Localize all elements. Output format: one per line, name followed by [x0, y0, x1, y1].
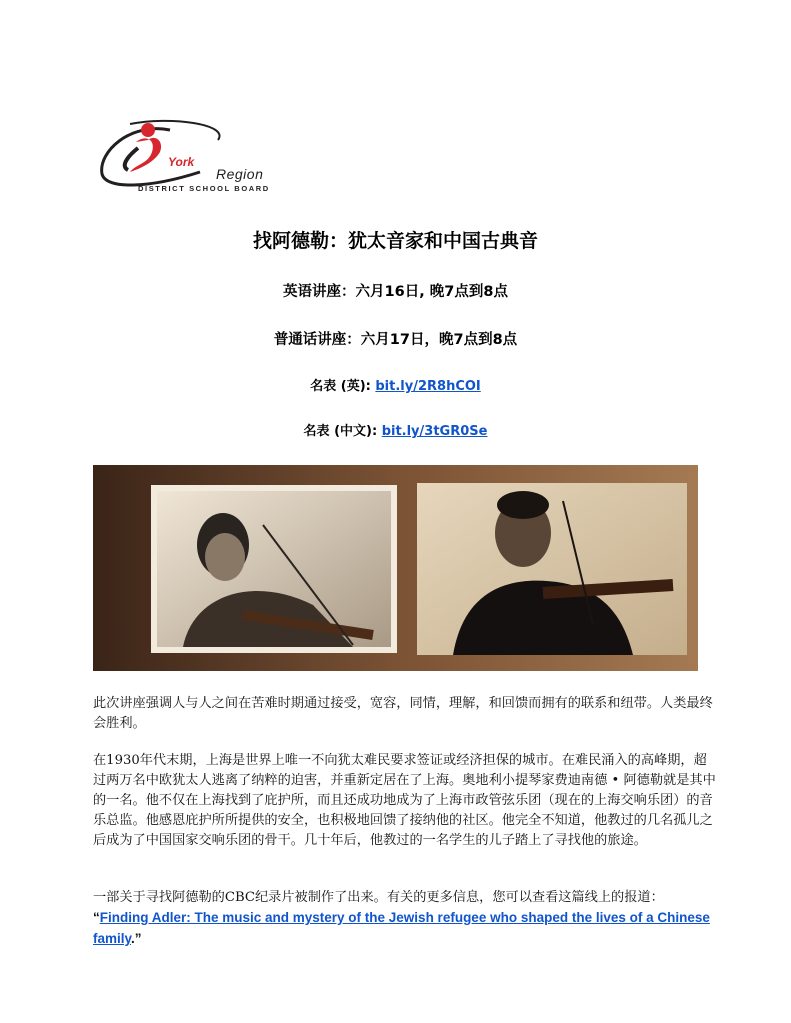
- page-title: 找阿德勒：犹太音家和中国古典音: [252, 230, 538, 252]
- english-registration-link[interactable]: bit.ly/2R8hCOI: [375, 379, 481, 394]
- english-registration: [0, 375, 791, 394]
- logo-york-text: York: [168, 155, 195, 169]
- chinese-registration-link[interactable]: bit.ly/3tGR0Se: [381, 424, 488, 439]
- history-paragraph: 在1930年代末期，上海是世界上唯一不向犹太难民要求签证或经济担保的城市。在难民涌入的高峰期，超过两万名中欧犹太人逃离了纳粹的迫害，并重新定居在了上海。奥地利小提琴家费迪南德 • 阿德勒就是其中的一名。他不仅在上海找到了庇护所，而且还成功地成为了上海市政管弦乐团（现在的上海交响乐团）的音乐总监。他感恩庇护所所提供的安全，也积极地回馈了接纳他的社区。他完全不知道，他教过的几名孤儿之后成为了中国国家交响乐团的骨干。几十年后，他教过的一名学生的儿子踏上了寻找他的旅途。: [93, 753, 716, 848]
- english-registration-label: 名表 (英):: [310, 379, 371, 394]
- quote-open: “: [93, 910, 100, 925]
- documentary-paragraph: [93, 888, 718, 950]
- article-link[interactable]: Finding Adler: The music and mystery of the Jewish refugee who shaped the lives of a Chinese family: [93, 910, 710, 946]
- chinese-registration: [0, 420, 791, 439]
- logo-region-text: Region: [216, 166, 264, 182]
- chinese-registration-label: 名表 (中文):: [303, 424, 378, 439]
- intro-paragraph: 此次讲座强调人与人之间在苦难时期通过接受，宽容，同情，理解，和回馈而拥有的联系和纽带。人类最终会胜利。: [93, 696, 713, 731]
- logo-board-text: DISTRICT SCHOOL BOARD: [138, 184, 270, 193]
- violinists-photo: [93, 465, 698, 671]
- mandarin-lecture-time: 普通话讲座：六月17日，晚7点到8点: [273, 332, 518, 348]
- english-lecture-time: 英语讲座：六月16日, 晚7点到8点: [283, 284, 508, 300]
- documentary-text: 一部关于寻找阿德勒的CBC纪录片被制作了出来。有关的更多信息，您可以查看这篇线上的报道：: [93, 890, 664, 905]
- quote-close: .”: [131, 931, 142, 946]
